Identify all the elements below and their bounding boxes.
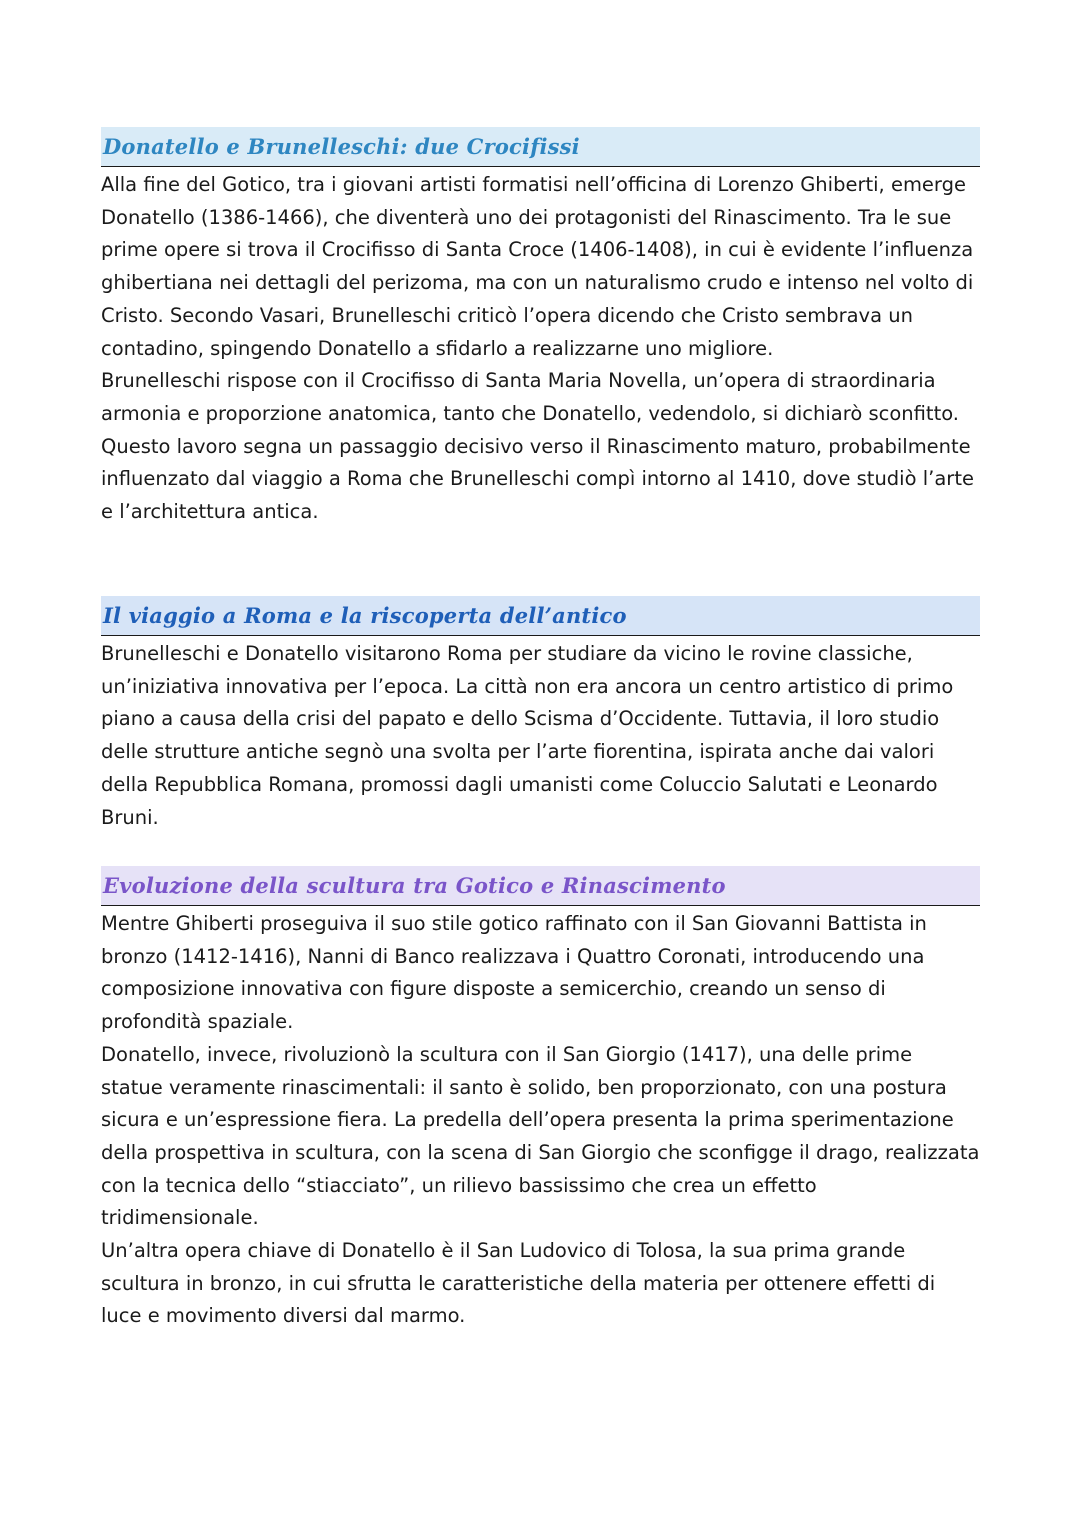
section-body: [101, 906, 980, 1333]
paragraph: Brunelleschi e Donatello visitarono Roma per studiare da vicino le rovine classiche, un’iniziativa innovativa per l’epoca. La città non era ancora un centro artistico di primo piano a causa della crisi del papato e dello Scisma d’Occidente. Tuttavia, il loro studio delle strutture antiche segnò una svolta per l’arte fiorentina, ispirata anche dai valori della Repubblica Romana, promossi dagli umanisti come Coluccio Salutati e Leonardo Bruni.: [101, 642, 954, 829]
section-viaggio-roma: [101, 596, 980, 834]
section-evoluzione-scultura: [101, 866, 980, 1333]
paragraph: Mentre Ghiberti proseguiva il suo stile gotico raffinato con il San Giovanni Battista in bronzo (1412-1416), Nanni di Banco realizzava i Quattro Coronati, introducendo una composizione innovativa con figure disposte a semicerchio, creando un senso di profondità spaziale.: [101, 912, 927, 1034]
section-donatello-brunelleschi: [101, 127, 980, 529]
section-heading-band: [101, 596, 980, 636]
paragraph: Brunelleschi rispose con il Crocifisso di Santa Maria Novella, un’opera di straordinaria armonia e proporzione anatomica, tanto che Donatello, vedendolo, si dichiarò sconfitto. Questo lavoro segna un passaggio decisivo verso il Rinascimento maturo, probabilmente influenzato dal viaggio a Roma che Brunelleschi compì intorno al 1410, dove studiò l’arte e l’architettura antica.: [101, 369, 974, 524]
section-heading: Evoluzione della scultura tra Gotico e Rinascimento: [103, 873, 726, 898]
section-body: [101, 167, 980, 529]
section-heading-band: [101, 866, 980, 906]
paragraph: Un’altra opera chiave di Donatello è il San Ludovico di Tolosa, la sua prima grande scultura in bronzo, in cui sfrutta le caratteristiche della materia per ottenere effetti di luce e movimento diversi dal marmo.: [101, 1239, 936, 1328]
section-heading: Il viaggio a Roma e la riscoperta dell’antico: [103, 603, 627, 628]
paragraph: Alla fine del Gotico, tra i giovani artisti formatisi nell’officina di Lorenzo Ghiberti, emerge Donatello (1386-1466), che diventerà uno dei protagonisti del Rinascimento. Tra le sue prime opere si trova il Crocifisso di Santa Croce (1406-1408), in cui è evidente l’influenza ghibertiana nei dettagli del perizoma, ma con un naturalismo crudo e intenso nel volto di Cristo. Secondo Vasari, Brunelleschi criticò l’opera dicendo che Cristo sembrava un contadino, spingendo Donatello a sfidarlo a realizzarne uno migliore.: [101, 173, 974, 360]
section-body: [101, 636, 980, 834]
paragraph: Donatello, invece, rivoluzionò la scultura con il San Giorgio (1417), una delle prime statue veramente rinascimentali: il santo è solido, ben proporzionato, con una postura sicura e un’espressione fiera. La predella dell’opera presenta la prima sperimentazione della prospettiva in scultura, con la scena di San Giorgio che sconfigge il drago, realizzata con la tecnica dello “stiacciato”, un rilievo bassissimo che crea un effetto tridimensionale.: [101, 1042, 980, 1230]
section-heading-band: [101, 127, 980, 167]
section-heading: Donatello e Brunelleschi: due Crocifissi: [103, 134, 580, 159]
